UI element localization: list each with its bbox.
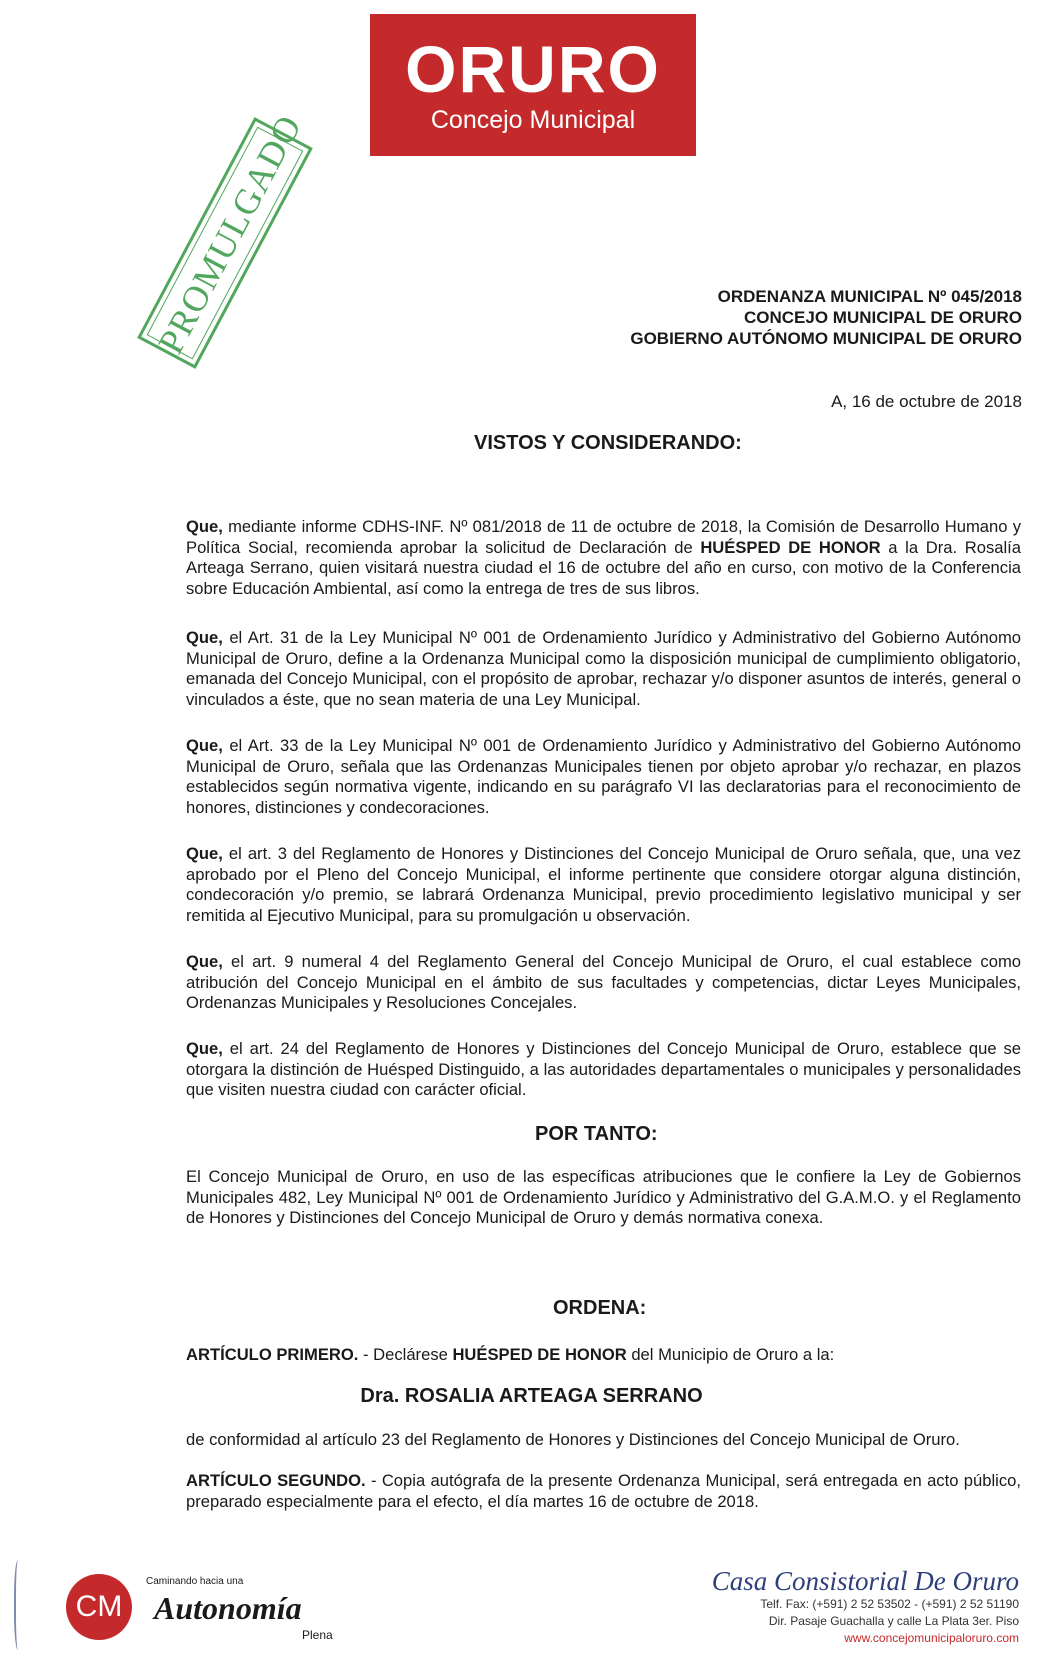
conformidad-line: de conformidad al artículo 23 del Reglamento de Honores y Distinciones del Concejo Municipal de Oruro. xyxy=(186,1430,960,1449)
footer-contact xyxy=(712,1566,1019,1647)
considerando-tail: a la Dra. Rosalía Arteaga Serrano, quien visitará nuestra ciudad el 16 de octubre del año en curso, con motivo de la Conferencia sobre Educación Ambiental, así como la entrega de tres de sus libros. xyxy=(186,537,1021,598)
footer-brand: Autonomía xyxy=(154,1590,302,1626)
considerando-text: mediante informe CDHS-INF. Nº 081/2018 de 11 de octubre de 2018, la Comisión de Desarrollo Humano y Política Social, recomienda aprobar la solicitud de Declaración de xyxy=(186,517,1021,557)
considerando-text: el art. 3 del Reglamento de Honores y Distinciones del Concejo Municipal de Oruro señala, que, una vez aprobado por el Pleno del Concejo Municipal, el informe pertinente que considere otorgar alguna distinción, condecoración y/o premio, se labrará Ordenanza Municipal, previo procedimiento legislativo municipal y ser remitida al Ejecutivo Municipal, para su promulgación u observación. xyxy=(186,844,1021,925)
footer-autonomia-logo xyxy=(66,1574,333,1644)
document-date: A, 16 de octubre de 2018 xyxy=(831,392,1022,411)
cm-badge: CM xyxy=(66,1574,132,1640)
considerando-lead: Que, xyxy=(186,628,223,647)
articulo-primero xyxy=(186,1345,834,1365)
considerando-5 xyxy=(186,952,1021,1014)
considerando-1 xyxy=(186,517,1021,599)
ordena-heading: ORDENA: xyxy=(553,1297,647,1319)
considerando-text: el Art. 33 de la Ley Municipal Nº 001 de Ordenamiento Jurídico y Administrativo del Gobierno Autónomo Municipal de Oruro, señala que las Ordenanzas Municipales tienen por objeto aprobar y/o rechazar, en plazos establecidos según normativa vigente, indicando en su parágrafo VI las declaratorias para el reconocimiento de honores, distinciones y condecoraciones. xyxy=(186,736,1021,817)
logo-subtitle: Concejo Municipal xyxy=(430,106,636,134)
honoree-name: Dra. ROSALIA ARTEAGA SERRANO xyxy=(360,1385,703,1407)
government-name: GOBIERNO AUTÓNOMO MUNICIPAL DE ORURO xyxy=(630,329,1022,348)
considerando-2 xyxy=(186,628,1021,710)
considerando-bold: HUÉSPED DE HONOR xyxy=(700,537,881,557)
footer-house-name: Casa Consistorial De Oruro xyxy=(711,1566,1019,1596)
footer-address: Dir. Pasaje Guachalla y calle La Plata 3er. Piso xyxy=(768,1614,1019,1628)
footer-caption: Caminando hacia una xyxy=(146,1576,244,1587)
articulo-label: ARTÍCULO PRIMERO. xyxy=(186,1345,359,1364)
considerando-lead: Que, xyxy=(186,844,223,863)
considerando-6 xyxy=(186,1039,1021,1101)
articulo-label: ARTÍCULO SEGUNDO. xyxy=(186,1471,366,1490)
considerando-text: el art. 9 numeral 4 del Reglamento General del Concejo Municipal de Oruro, el cual establece como atribución del Concejo Municipal en el ámbito de sus facultades y competencias, dictar Leyes Municipales, Ordenanzas Municipales y Resoluciones Concejales. xyxy=(186,952,1021,1012)
vistos-heading: VISTOS Y CONSIDERANDO: xyxy=(474,432,742,454)
considerando-lead: Que, xyxy=(186,517,223,536)
logo-word: ORURO xyxy=(405,32,661,106)
por-tanto-paragraph: El Concejo Municipal de Oruro, en uso de las específicas atribuciones que le confiere la Ley de Gobiernos Municipales 482, Ley Municipal Nº 001 de Ordenamiento Jurídico y Administrativo del G.A.M.O. y el Reglamento de Honores y Distinciones del Concejo Municipal de Oruro y demás normativa conexa. xyxy=(186,1167,1021,1227)
footer-sub: Plena xyxy=(302,1628,333,1642)
promulgado-stamp: PROMULGADO xyxy=(137,117,313,369)
considerando-3 xyxy=(186,736,1021,818)
considerando-text: el art. 24 del Reglamento de Honores y Distinciones del Concejo Municipal de Oruro, establece que se otorgara la distinción de Huésped Distinguido, a las autoridades departamentales o municipales y personalidades que visiten nuestra ciudad con carácter oficial. xyxy=(186,1039,1021,1099)
articulo-bold: HUÉSPED DE HONOR xyxy=(452,1345,627,1364)
articulo-text: - Copia autógrafa de la presente Ordenanza Municipal, será entregada en acto público, preparado especialmente para el efecto, el día martes 16 de octubre de 2018. xyxy=(186,1471,1021,1511)
council-name: CONCEJO MUNICIPAL DE ORURO xyxy=(743,308,1022,327)
ordinance-header xyxy=(630,286,1022,349)
articulo-text: - Declárese xyxy=(358,1345,453,1364)
considerando-4 xyxy=(186,844,1021,926)
ordinance-number: ORDENANZA MUNICIPAL Nº 045/2018 xyxy=(717,287,1022,306)
articulo-tail: del Municipio de Oruro a la: xyxy=(626,1345,835,1364)
footer-website: www.concejomunicipaloruro.com xyxy=(844,1631,1019,1645)
articulo-segundo xyxy=(186,1471,1021,1512)
por-tanto-heading: POR TANTO: xyxy=(535,1123,658,1145)
considerando-lead: Que, xyxy=(186,952,223,971)
footer-phone: Telf. Fax: (+591) 2 52 53502 - (+591) 2 52 51190 xyxy=(760,1597,1019,1611)
margin-pen-mark xyxy=(14,1560,24,1650)
considerando-lead: Que, xyxy=(186,1039,223,1058)
considerando-text: el Art. 31 de la Ley Municipal Nº 001 de Ordenamiento Jurídico y Administrativo del Gobierno Autónomo Municipal de Oruro, define a la Ordenanza Municipal como la disposición municipal de cumplimiento obligatorio, emanada del Concejo Municipal, con el propósito de aprobar, rechazar y/o disponer asuntos de interés, general o vinculados a éste, que no sean materia de una Ley Municipal. xyxy=(186,628,1021,709)
considerando-lead: Que, xyxy=(186,736,223,755)
council-logo xyxy=(370,14,696,156)
